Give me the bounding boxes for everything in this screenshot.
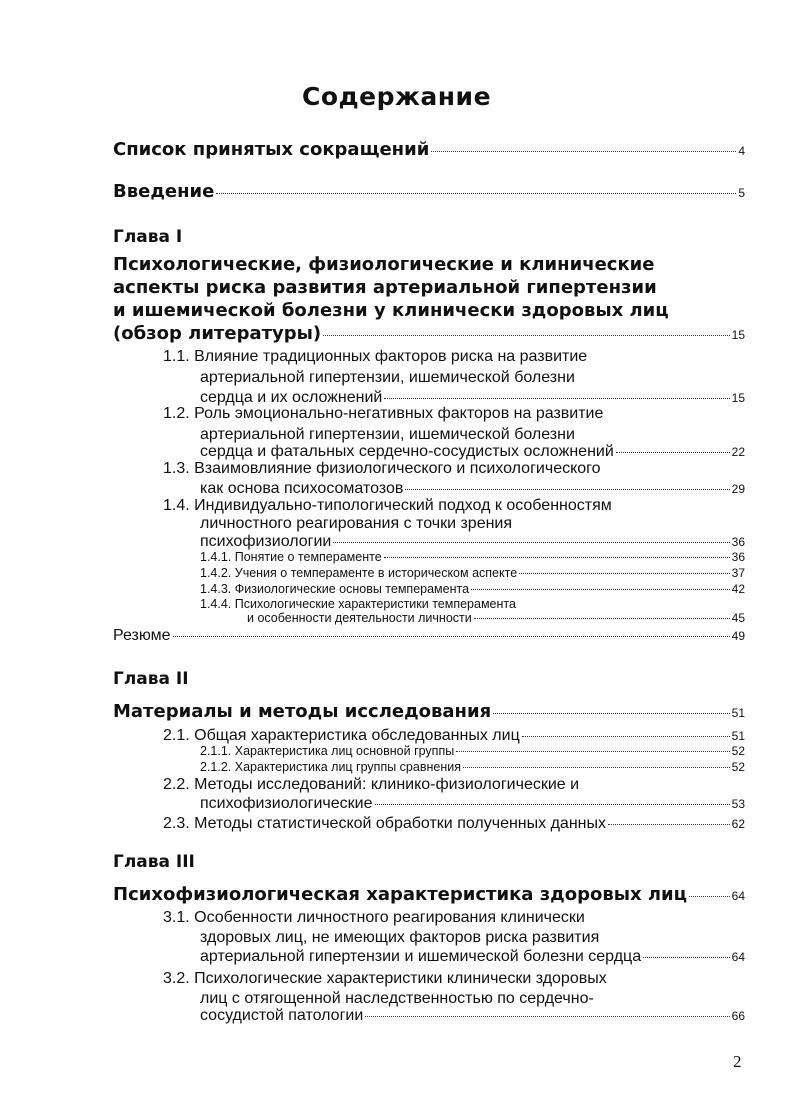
toc-page-number: 64 [731,950,745,964]
toc-entry-text: психофизиологические [200,795,373,812]
dot-leader [365,1016,729,1017]
dot-leader [456,751,729,752]
dot-leader [493,713,730,714]
toc-page-number: 29 [731,482,745,496]
toc-page-number: 49 [731,629,745,643]
toc-entry-text: личностного реагирования с точки зрения [200,515,513,532]
toc-page-number: 42 [731,582,745,596]
toc-page-number: 66 [731,1009,745,1023]
toc-page-number: 37 [731,566,745,580]
toc-entry-text: Список принятых сокращений [113,139,430,160]
toc-page-number: 5 [738,186,745,200]
toc-entry-text: сердца и фатальных сердечно-сосудистых осложнений [200,443,614,460]
toc-entry-text: 2.1.2. Характеристика лиц группы сравнения [200,760,461,774]
toc-entry-text: сосудистой патологии [200,1007,364,1024]
toc-entry-text: Резюме [113,627,171,644]
dot-leader [173,636,730,637]
dot-leader [333,542,729,543]
toc-entry-line [163,909,585,927]
toc-entry-text: 1.1. Влияние традиционных факторов риска на развитие [163,348,588,365]
toc-entry [163,727,745,745]
toc-entry [113,323,745,344]
toc-entry-text: артериальной гипертензии, ишемической болезни [200,426,575,443]
toc-entry [200,550,745,564]
toc-page-number: 45 [731,611,745,625]
dot-leader [471,589,730,590]
toc-page-number: 64 [731,889,745,903]
toc-entry [200,443,745,461]
toc-entry-text: (обзор литературы) [113,323,322,344]
chapter-heading [113,669,189,689]
toc-entry-line [113,300,669,321]
toc-entry-line [163,460,601,478]
toc-entry-text: здоровых лиц, не имеющих факторов риска развития [200,929,600,946]
toc-entry [200,566,745,580]
toc-entry-text: Материалы и методы исследования [113,701,492,722]
toc-entry-text: лиц с отягощенной наследственностью по сердечно- [200,990,594,1007]
dot-leader [643,957,730,958]
toc-entry-text: 1.4.1. Понятие о темпераменте [200,550,382,564]
toc-entry-text: 1.4.2. Учения о темпераменте в историческом аспекте [200,566,518,580]
toc-entry-text: 3.1. Особенности личностного реагирования клинически [163,909,585,926]
toc-entry-line [200,990,594,1008]
toc-entry-line [163,348,587,366]
toc-entry-text: 1.4.3. Физиологические основы темперамента [200,582,470,596]
toc-entry [200,533,745,551]
toc-entry-text: артериальной гипертензии, ишемической болезни [200,369,575,386]
toc-entry [113,139,745,160]
toc-entry-text: артериальной гипертензии и ишемической болезни сердца [200,948,642,965]
toc-entry-text: Глава III [113,852,195,872]
dot-leader [608,824,730,825]
toc-entry-line [163,776,579,794]
page-title: Содержание [301,82,492,111]
toc-entry-line [163,497,612,515]
toc-page-number: 51 [731,729,745,743]
toc-entry [200,948,745,966]
toc-entry-text: Психофизиологическая характеристика здоровых лиц [113,884,688,905]
dot-leader [323,335,729,336]
toc-entry-text: 1.3. Взаимовлияние физиологического и психологического [163,460,601,477]
toc-entry-text: Введение [113,181,215,202]
toc-entry-text: и ишемической болезни у клинически здоровых лиц [113,300,669,321]
toc-entry-text: 1.2. Роль эмоционально-негативных факторов на развитие [163,405,604,422]
toc-entry [113,701,745,722]
toc-entry-line [200,597,516,611]
dot-leader [689,896,730,897]
dot-leader [431,151,736,152]
toc-entry-text: 2.3. Методы статистической обработки полученных данных [163,815,606,832]
toc-entry-text: 3.2. Психологические характеристики клинически здоровых [163,970,607,987]
dot-leader [519,573,729,574]
dot-leader [463,767,730,768]
toc-entry [200,795,745,813]
toc-entry-line [113,254,655,275]
dot-leader [384,398,729,399]
toc-entry [113,884,745,905]
toc-entry-text: 1.4. Индивидуально-типологический подход к особенностям [163,497,612,514]
toc-entry [247,611,745,625]
toc-entry [113,181,745,202]
toc-entry-text: 2.1. Общая характеристика обследованных лиц [163,727,520,744]
toc-entry-text: психофизиологии [200,533,332,550]
toc-entry-text: сердца и их осложнений [200,389,383,406]
toc-entry-line [163,405,603,423]
toc-page-number: 22 [731,445,745,459]
toc-page-number: 4 [738,144,745,158]
toc-page-number: 15 [731,328,745,342]
toc-page-number: 62 [731,817,745,831]
toc-entry-line [113,277,657,298]
toc-entry-text: 2.1.1. Характеристика лиц основной группы [200,744,455,758]
toc-entry-line [200,929,599,947]
toc-page-number: 15 [731,391,745,405]
toc-page-number: 36 [731,535,745,549]
dot-leader [216,193,736,194]
toc-entry-text: Глава I [113,227,183,247]
toc-page-number: 36 [731,550,745,564]
toc-entry-text: Глава II [113,669,189,689]
toc-entry-text: аспекты риска развития артериальной гипертензии [113,277,657,298]
toc-page-number: 52 [731,760,745,774]
toc-entry [200,582,745,596]
toc-entry-text: 2.2. Методы исследований: клинико-физиологические и [163,776,580,793]
toc-page-number: 51 [731,706,745,720]
toc-entry-line [200,369,575,387]
toc-entry-line [200,515,512,533]
toc-entry [113,627,745,645]
dot-leader [474,618,730,619]
dot-leader [616,452,730,453]
toc-entry-text: как основа психосоматозов [200,480,404,497]
dot-leader [522,736,730,737]
toc-entry [200,1007,745,1025]
toc-entry [163,815,745,833]
dot-leader [384,557,730,558]
dot-leader [375,804,730,805]
toc-entry-text: 1.4.4. Психологические характеристики темперамента [200,597,516,611]
chapter-heading [113,852,195,872]
toc-page-number: 53 [731,797,745,811]
toc-entry-line [163,970,607,988]
toc-entry [200,744,745,758]
toc-entry-text: Психологические, физиологические и клинические [113,254,655,275]
toc-entry [200,760,745,774]
chapter-heading [113,227,182,247]
toc-entry [200,480,745,498]
toc-page-number: 52 [731,744,745,758]
page-number: 2 [733,1052,742,1071]
toc-entry-text: и особенности деятельности личности [247,611,472,625]
toc-entry-line [200,426,575,444]
dot-leader [405,489,729,490]
